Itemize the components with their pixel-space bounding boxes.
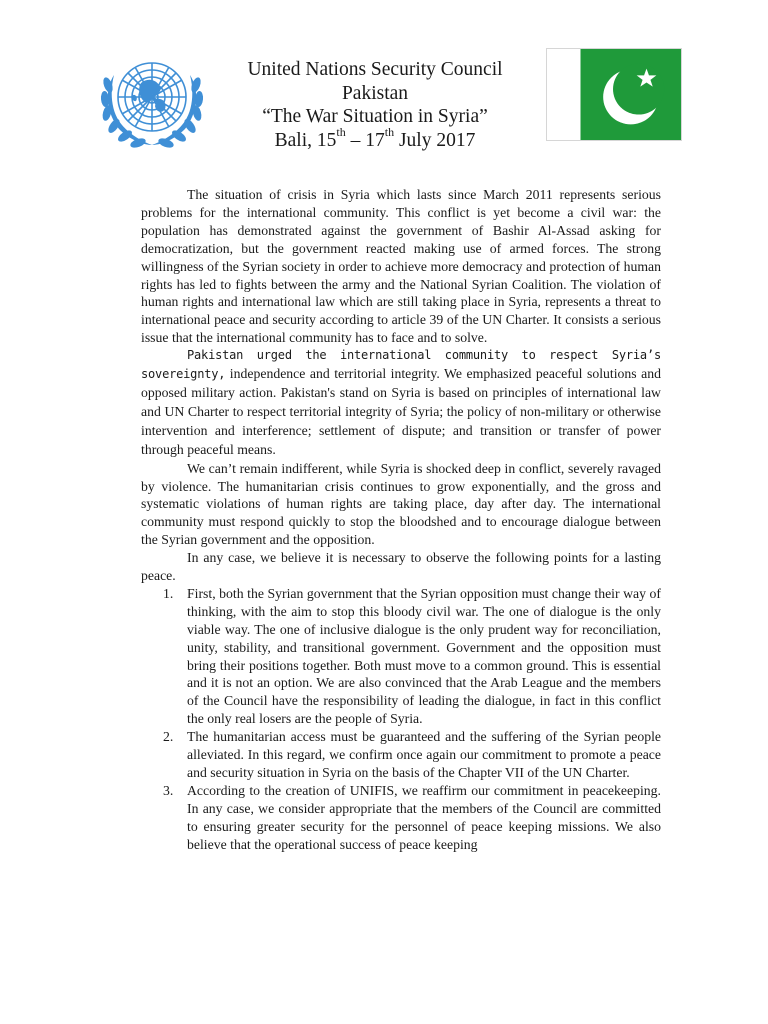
paragraph-1: The situation of crisis in Syria which lasts since March 2011 represents serious problems for the international community. This conflict is yet become a civil war: the population has demonstrated against the government of Bashir Al-Assad asking for democratization, but the government reacted making use of armed forces. The strong willingness of the Syrian society in order to achieve more democracy and protection of human rights has led to fights between the army and the National Syrian Coalition. The violation of human rights and international law which are still taking place in Syria, represents a threat to international peace and security according to article 39 of the UN Charter. It consists a serious issue that the international community has to face and to solve. — [141, 187, 661, 346]
list-item-number: 1. — [163, 585, 174, 601]
list-item — [141, 782, 661, 854]
header-date — [200, 125, 550, 153]
header-date-month-year: July 2017 — [394, 129, 476, 151]
header-date-place: Bali, 15 — [274, 129, 337, 151]
paragraph-4: In any case, we believe it is necessary to observe the following points for a lasting peace. — [141, 550, 661, 584]
numbered-points-list — [141, 585, 661, 854]
list-item-number: 3. — [163, 782, 174, 798]
document-body — [141, 186, 661, 854]
pakistan-flag-icon — [546, 48, 682, 141]
header-org: United Nations Security Council — [247, 59, 503, 80]
header-country: Pakistan — [341, 82, 409, 104]
paragraph-2-lead: Pakistan urged the international community to respect Syria’s sovereignty, — [141, 348, 661, 382]
un-emblem-icon — [89, 45, 215, 157]
list-item-text: The humanitarian access must be guaranteed and the suffering of the Syrian people alleviated. In this regard, we confirm once again our commitment to promote a peace and security situation in Syria on the basis of the Chapter VII of the UN Charter. — [187, 729, 661, 780]
document-header — [200, 58, 550, 152]
header-date-suffix-2: th — [384, 125, 395, 139]
paragraph-2-rest: independence and territorial integrity. We emphasized peaceful solutions and opposed military action. Pakistan's stand on Syria is based on principles of international law and UN Charter to respect territorial integrity of Syria; the policy of non-military or otherwise intervention and interference; settlement of dispute; and transition or transfer of power through peaceful means. — [141, 366, 661, 457]
header-date-suffix-1: th — [336, 125, 346, 139]
paragraph-3: We can’t remain indifferent, while Syria is shocked deep in conflict, severely ravaged by violence. The humanitarian crisis continues to grow exponentially, and the gross and systematic violations of human rights are taking place, day after day. The international community must respond quickly to stop the bloodshed and to encourage dialogue between the Syrian government and the opposition. — [141, 460, 661, 548]
list-item-number: 2. — [163, 729, 174, 745]
list-item — [141, 585, 661, 728]
list-item-text: First, both the Syrian government that the Syrian opposition must change their way of thinking, with the aim to stop this bloody civil war. The one of dialogue is the only viable way. The one of inclusive dialogue is the only prudent way for reconciliation, unity, stability, and transitional government. Government and the opposition must bring their positions together. Both must move to a common ground. This is essential and it is not an option. We are also convinced that the Arab League and the members of the Council have the responsibility of leading the dialogue, in fact in this conflict the only real losers are the people of Syria. — [187, 585, 661, 727]
list-item-text: According to the creation of UNIFIS, we reaffirm our commitment in peacekeeping. In any case, we consider appropriate that the members of the Council are committed to ensuring greater security for the personnel of peace keeping missions. We also believe that the operational success of peace keeping — [187, 782, 661, 852]
header-date-dash: – 17 — [345, 129, 385, 151]
list-item — [141, 728, 661, 782]
paragraph-2 — [141, 347, 661, 459]
header-topic: “The War Situation in Syria” — [262, 106, 488, 127]
